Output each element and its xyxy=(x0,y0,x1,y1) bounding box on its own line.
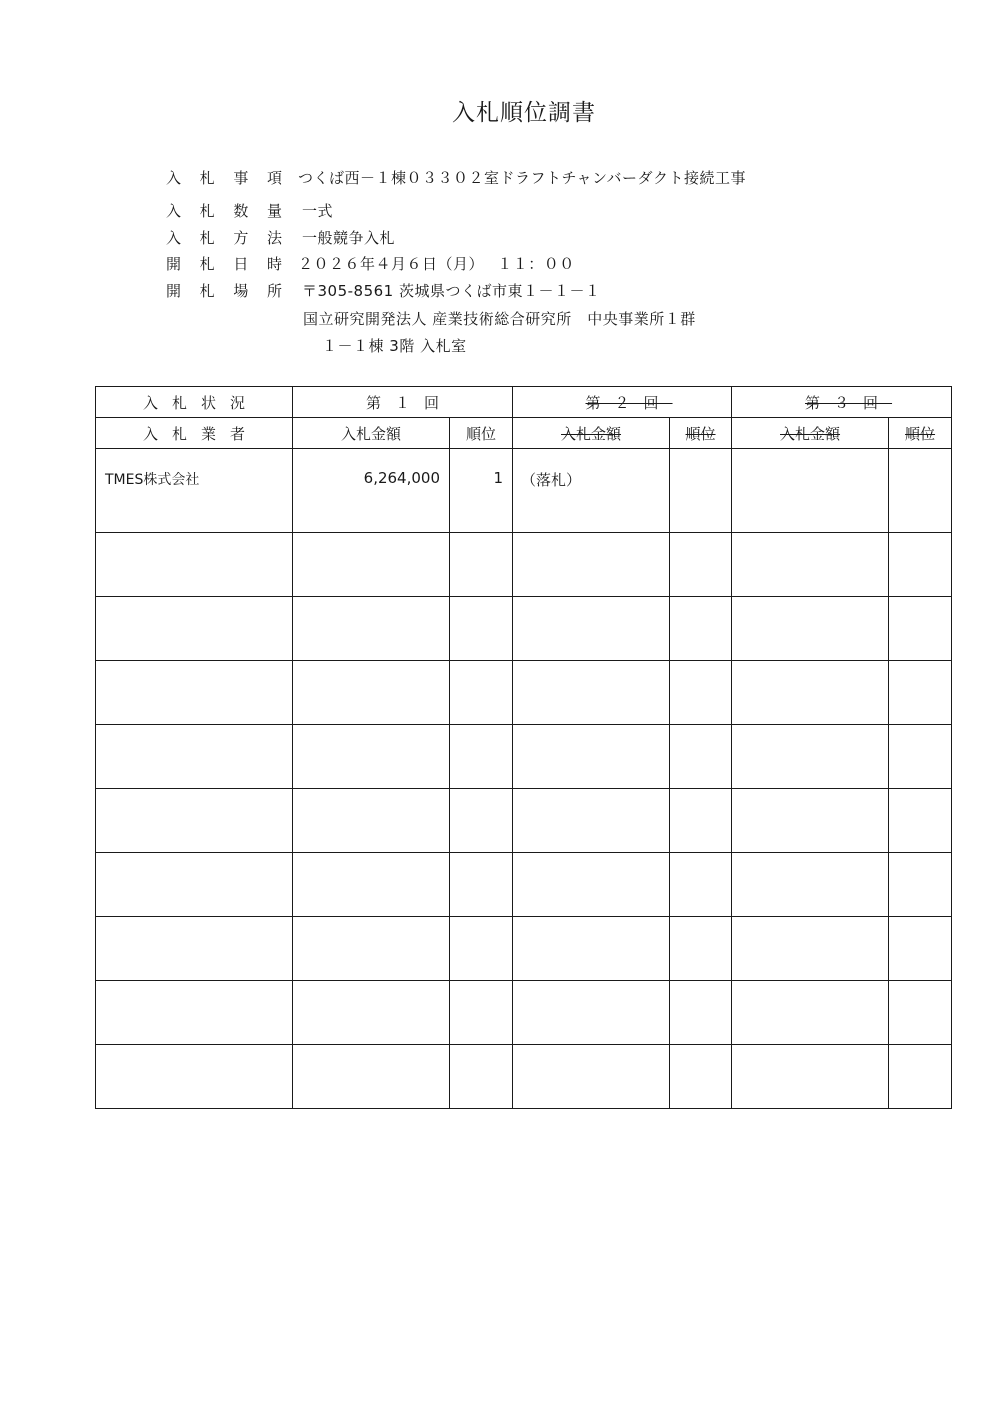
empty-cell xyxy=(293,1045,450,1109)
table-row xyxy=(96,533,952,597)
header-row-columns xyxy=(96,418,952,449)
place-line-2: 国立研究開発法人 産業技術総合研究所 中央事業所１群 xyxy=(303,310,696,328)
empty-cell xyxy=(513,789,670,853)
empty-cell xyxy=(889,661,952,725)
empty-cell xyxy=(450,597,513,661)
empty-cell xyxy=(670,789,732,853)
empty-cell xyxy=(450,981,513,1045)
empty-cell xyxy=(670,853,732,917)
info-row-datetime xyxy=(166,250,575,276)
empty-cell xyxy=(670,597,732,661)
rank-header-r1: 順位 xyxy=(450,418,513,449)
empty-cell xyxy=(889,853,952,917)
info-row-method xyxy=(166,224,395,250)
empty-cell xyxy=(732,449,889,533)
empty-cell xyxy=(96,725,293,789)
empty-cell xyxy=(96,981,293,1045)
note-cell: （落札） xyxy=(513,449,670,533)
table-row xyxy=(96,917,952,981)
empty-cell xyxy=(513,533,670,597)
page-title: 入札順位調書 xyxy=(452,100,596,126)
empty-cell xyxy=(732,853,889,917)
round-2-header: 第２回 xyxy=(513,387,732,418)
empty-cell xyxy=(450,917,513,981)
info-row-item xyxy=(166,164,746,190)
amount-header-r1: 入札金額 xyxy=(293,418,450,449)
empty-cell xyxy=(670,661,732,725)
rank-header-r2: 順位 xyxy=(670,418,732,449)
table-row xyxy=(96,449,952,533)
empty-cell xyxy=(96,789,293,853)
amount-header-r2: 入札金額 xyxy=(513,418,670,449)
info-value-datetime: ２０２６年４月６日（月） １１：００ xyxy=(298,254,575,273)
info-label: 入 札 方 法 xyxy=(166,228,282,247)
empty-cell xyxy=(96,597,293,661)
empty-cell xyxy=(670,725,732,789)
empty-cell xyxy=(450,789,513,853)
table-row xyxy=(96,981,952,1045)
empty-cell xyxy=(889,981,952,1045)
status-header: 入札状況 xyxy=(96,387,293,418)
empty-cell xyxy=(889,917,952,981)
info-value-quantity: 一式 xyxy=(302,201,334,220)
info-label: 入 札 数 量 xyxy=(166,201,282,220)
table-row xyxy=(96,853,952,917)
empty-cell xyxy=(450,533,513,597)
bidder-header: 入札業者 xyxy=(96,418,293,449)
empty-cell xyxy=(513,661,670,725)
empty-cell xyxy=(293,661,450,725)
bid-ranking-table xyxy=(95,386,952,1109)
empty-cell xyxy=(96,917,293,981)
info-row-place xyxy=(166,277,601,303)
empty-cell xyxy=(732,789,889,853)
round-3-header: 第３回 xyxy=(732,387,952,418)
empty-cell xyxy=(293,853,450,917)
empty-cell xyxy=(450,661,513,725)
empty-cell xyxy=(513,853,670,917)
empty-cell xyxy=(670,449,732,533)
empty-cell xyxy=(293,917,450,981)
empty-cell xyxy=(889,597,952,661)
info-value-method: 一般競争入札 xyxy=(302,228,396,247)
empty-cell xyxy=(732,597,889,661)
empty-cell xyxy=(732,981,889,1045)
empty-cell xyxy=(513,1045,670,1109)
table-row xyxy=(96,789,952,853)
empty-cell xyxy=(293,597,450,661)
info-row-quantity xyxy=(166,197,333,223)
table-row xyxy=(96,1045,952,1109)
empty-cell xyxy=(450,725,513,789)
table-row xyxy=(96,597,952,661)
empty-cell xyxy=(513,917,670,981)
empty-cell xyxy=(670,533,732,597)
empty-cell xyxy=(732,725,889,789)
empty-cell xyxy=(96,1045,293,1109)
empty-cell xyxy=(513,981,670,1045)
empty-cell xyxy=(96,533,293,597)
empty-cell xyxy=(293,725,450,789)
info-label: 開 札 日 時 xyxy=(166,254,282,273)
empty-cell xyxy=(889,533,952,597)
empty-cell xyxy=(450,1045,513,1109)
empty-cell xyxy=(293,533,450,597)
company-cell: TMES株式会社 xyxy=(96,449,293,533)
empty-cell xyxy=(889,725,952,789)
empty-cell xyxy=(293,789,450,853)
rank-cell: 1 xyxy=(450,449,513,533)
empty-cell xyxy=(889,449,952,533)
empty-cell xyxy=(670,917,732,981)
info-value-item: つくば西－１棟０３３０２室ドラフトチャンバーダクト接続工事 xyxy=(298,168,747,187)
empty-cell xyxy=(450,853,513,917)
empty-cell xyxy=(732,533,889,597)
info-value-place: 〒305-8561 茨城県つくば市東１－１－１ xyxy=(302,281,601,300)
place-line-3: １－１棟 3階 入札室 xyxy=(322,337,467,355)
info-label: 入 札 事 項 xyxy=(166,168,282,187)
rank-header-r3: 順位 xyxy=(889,418,952,449)
empty-cell xyxy=(96,661,293,725)
table-row xyxy=(96,661,952,725)
amount-header-r3: 入札金額 xyxy=(732,418,889,449)
empty-cell xyxy=(513,597,670,661)
empty-cell xyxy=(732,1045,889,1109)
info-label: 開 札 場 所 xyxy=(166,281,282,300)
empty-cell xyxy=(670,981,732,1045)
empty-cell xyxy=(889,789,952,853)
empty-cell xyxy=(889,1045,952,1109)
round-1-header: 第１回 xyxy=(293,387,513,418)
empty-cell xyxy=(732,917,889,981)
table-row xyxy=(96,725,952,789)
empty-cell xyxy=(293,981,450,1045)
empty-cell xyxy=(732,661,889,725)
header-row-rounds xyxy=(96,387,952,418)
empty-cell xyxy=(670,1045,732,1109)
empty-cell xyxy=(96,853,293,917)
amount-cell: 6,264,000 xyxy=(293,449,450,533)
empty-cell xyxy=(513,725,670,789)
